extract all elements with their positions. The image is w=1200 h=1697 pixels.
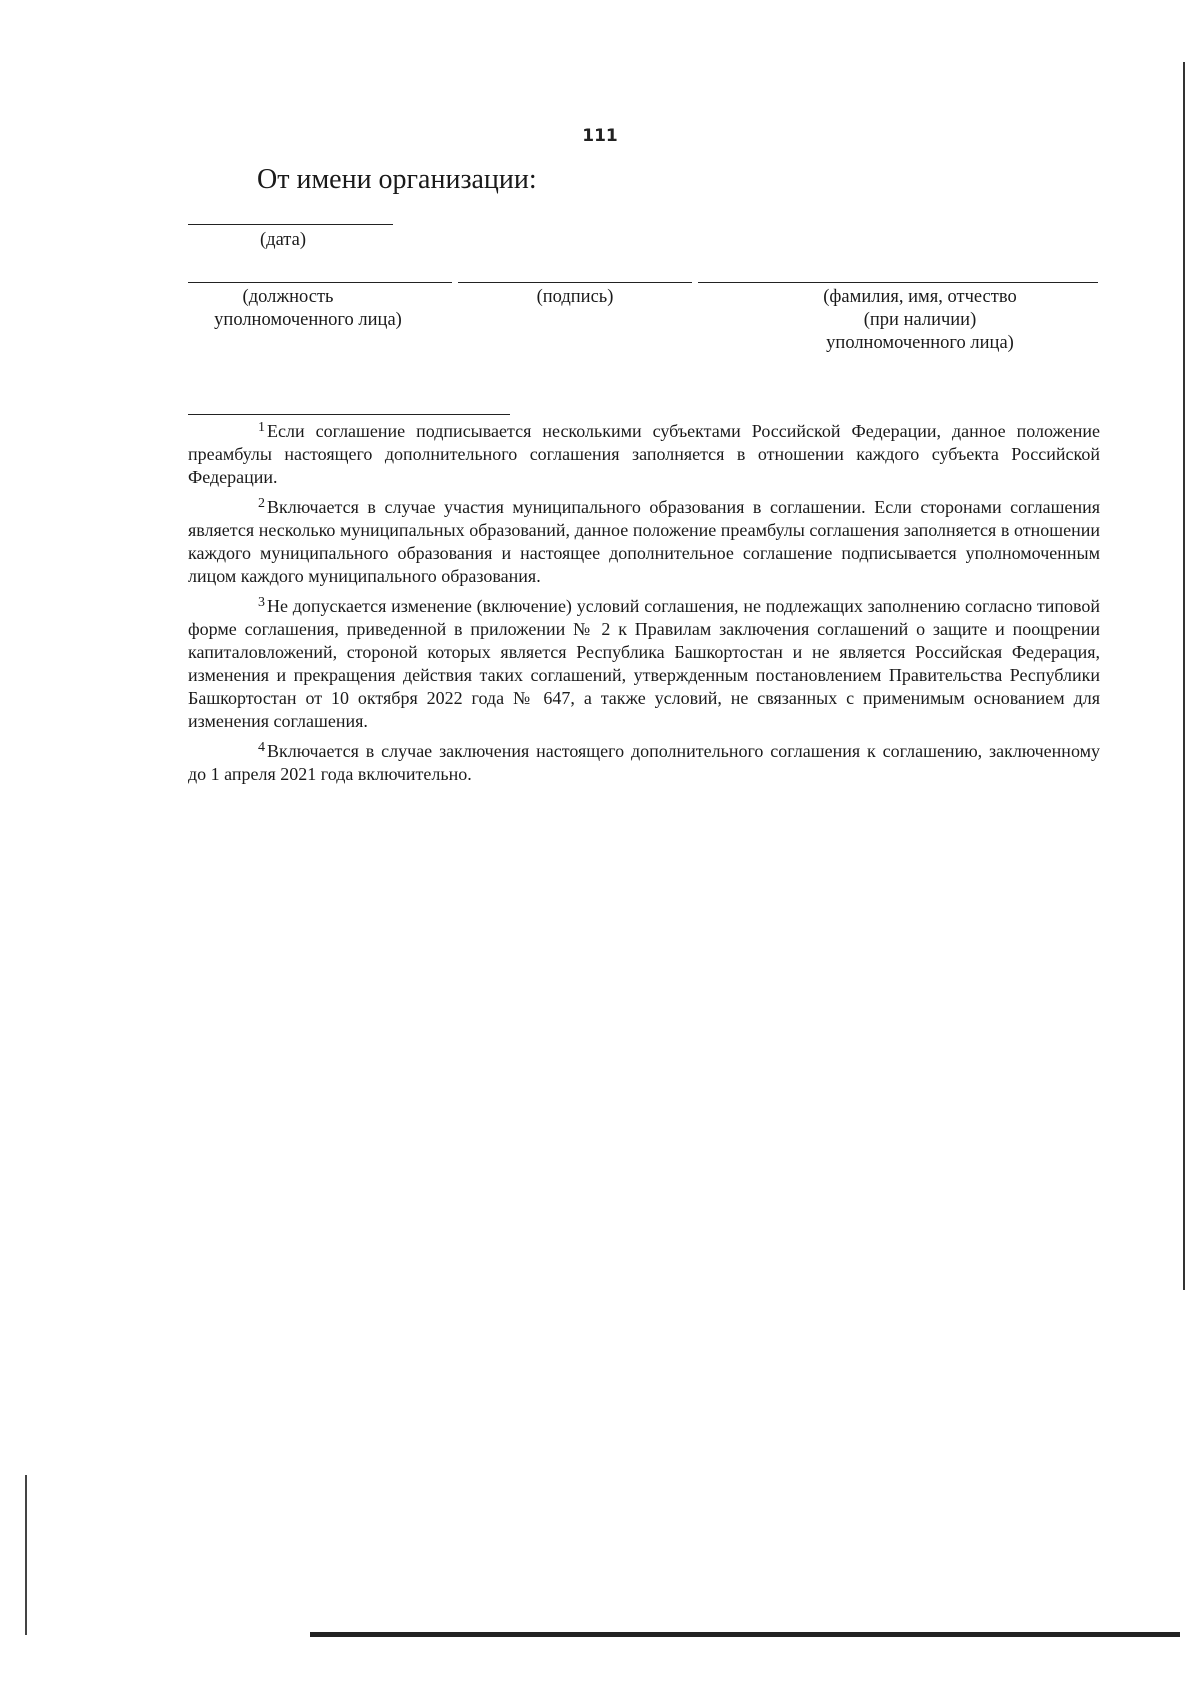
date-label: (дата) bbox=[260, 230, 306, 250]
position-label bbox=[188, 286, 428, 332]
scan-right-edge bbox=[1183, 62, 1185, 1290]
scan-bottom-edge bbox=[310, 1632, 1180, 1637]
scan-left-edge bbox=[25, 1475, 27, 1635]
footnote-text: Если соглашение подписывается несколькими субъектами Российской Федерации, данное положение преамбулы настоящего дополнительного соглашения заполняется в отношении каждого субъекта Российской Федерации. bbox=[188, 421, 1100, 487]
signature-line bbox=[458, 282, 692, 283]
name-label-line2: (при наличии) bbox=[863, 310, 977, 330]
footnote-text: Включается в случае участия муниципального образования в соглашении. Если сторонами соглашения является несколько муниципальных образований, данное положение преамбулы соглашения заполняется в отношении каждого муниципального образования и настоящее дополнительное соглашение подписывается уполномоченным лицом каждого муниципального образования. bbox=[188, 497, 1100, 586]
name-label bbox=[770, 286, 1070, 355]
footnote-number: 3 bbox=[258, 595, 265, 610]
date-line bbox=[188, 224, 393, 225]
footnote-number: 4 bbox=[258, 740, 265, 755]
footnote-3 bbox=[188, 595, 1100, 733]
name-label-line1: (фамилия, имя, отчество bbox=[823, 287, 1017, 307]
footnote-4 bbox=[188, 740, 1100, 786]
name-label-line3: уполномоченного лица) bbox=[826, 333, 1014, 353]
signature-label: (подпись) bbox=[536, 287, 614, 307]
name-line bbox=[698, 282, 1098, 283]
org-heading: От имени организации: bbox=[257, 164, 537, 195]
footnotes bbox=[188, 420, 1100, 793]
position-label-line1: (должность bbox=[242, 287, 334, 307]
page-number: 111 bbox=[582, 126, 618, 146]
footnote-1 bbox=[188, 420, 1100, 489]
position-label-line2: уполномоченного лица) bbox=[214, 310, 402, 330]
footnote-2 bbox=[188, 496, 1100, 588]
position-line bbox=[188, 282, 452, 283]
footnote-text: Включается в случае заключения настоящего дополнительного соглашения к соглашению, заключенному до 1 апреля 2021 года включительно. bbox=[188, 741, 1100, 784]
footnote-separator bbox=[188, 414, 510, 415]
footnote-text: Не допускается изменение (включение) условий соглашения, не подлежащих заполнению согласно типовой форме соглашения, приведенной в приложении № 2 к Правилам заключения соглашений о защите и поощрении капиталовложений, стороной которых является Республика Башкортостан и не является Российская Федерация, изменения и прекращения действия таких соглашений, утвержденным постановлением Правительства Республики Башкортостан от 10 октября 2022 года № 647, а также условий, не связанных с применимым основанием для изменения соглашения. bbox=[188, 596, 1100, 731]
footnote-number: 1 bbox=[258, 420, 265, 435]
footnote-number: 2 bbox=[258, 496, 265, 511]
